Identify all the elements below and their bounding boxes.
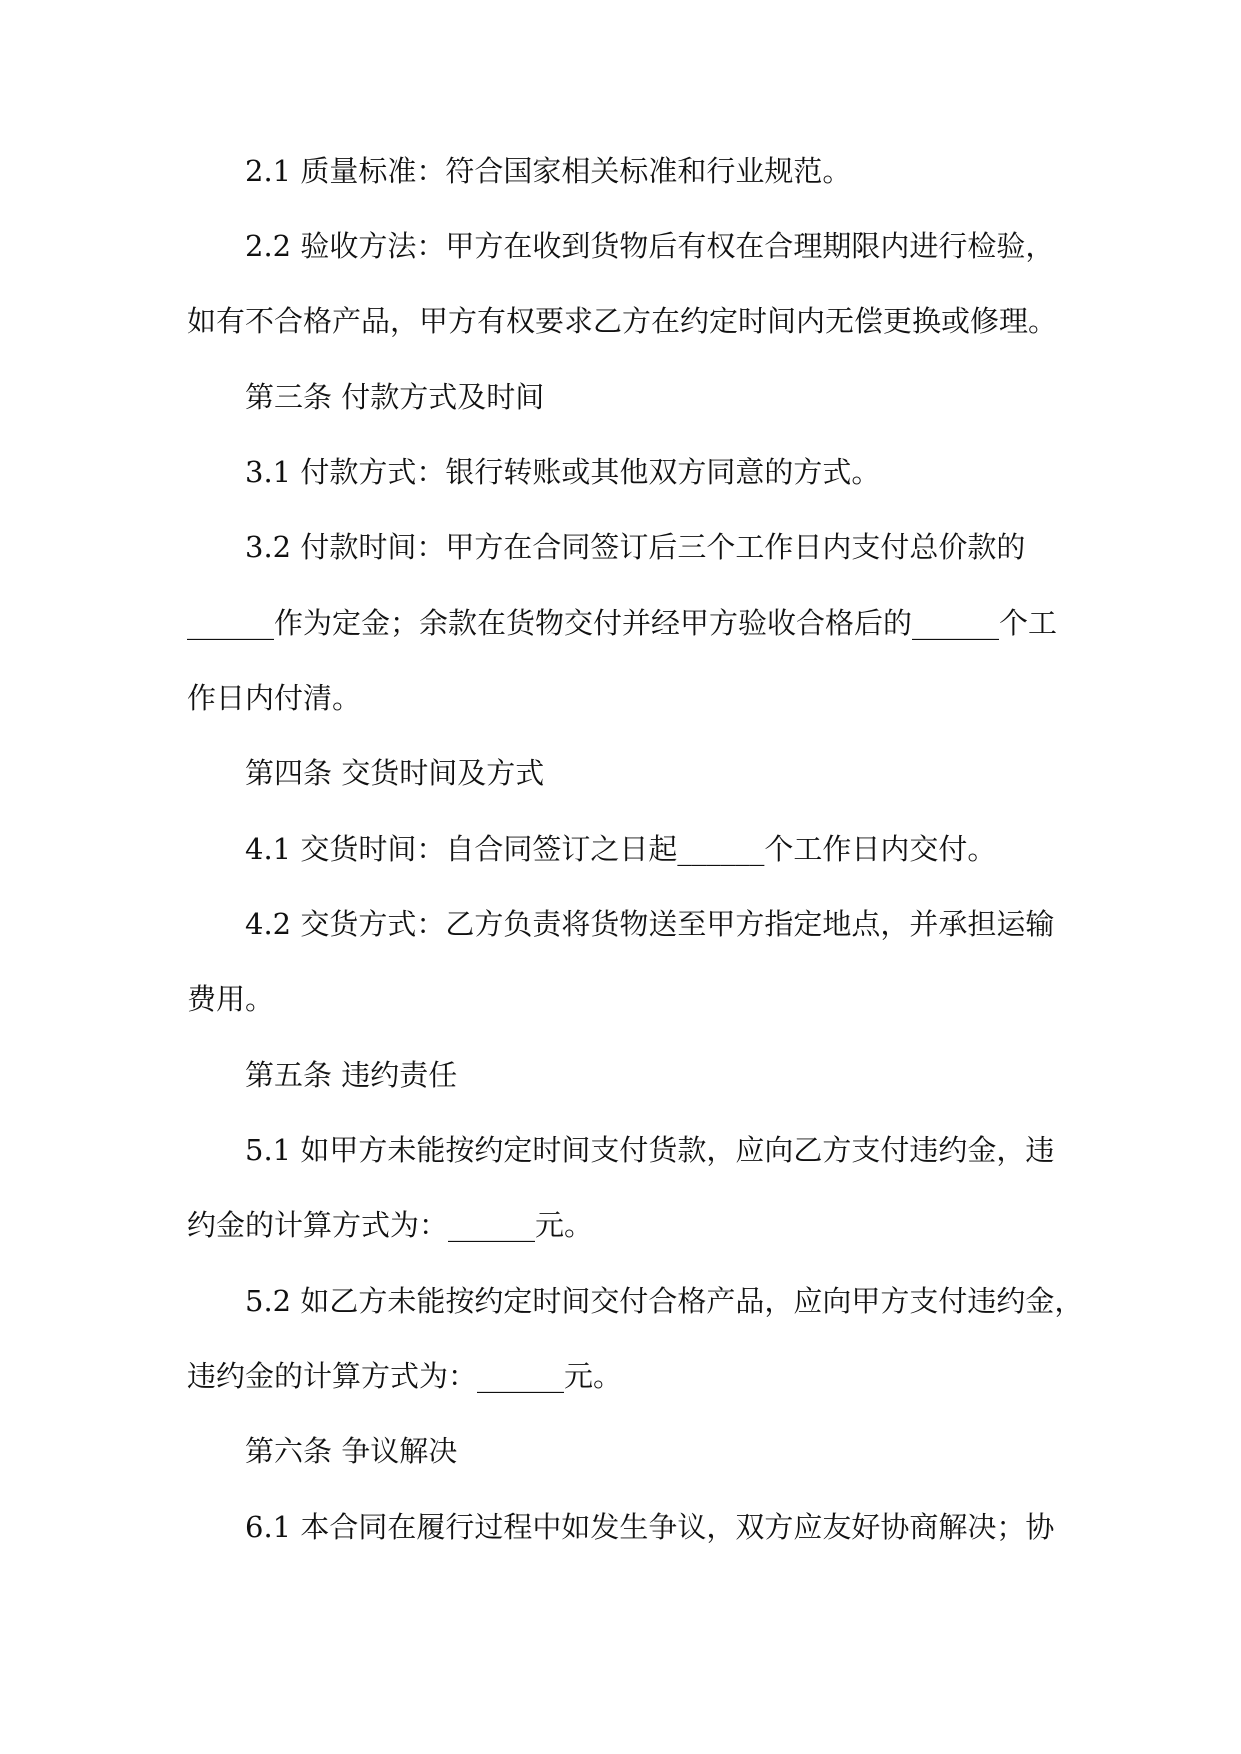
clause-4-2-line-1: 4.2 交货方式：乙方负责将货物送至甲方指定地点，并承担运输 [245, 907, 1055, 941]
clause-3-2-line-2: ______作为定金；余款在货物交付并经甲方验收合格后的______个工 [187, 606, 1058, 640]
clause-5-1-line-2: 约金的计算方式为：______元。 [187, 1208, 594, 1242]
clause-5-2-line-2: 违约金的计算方式为：______元。 [187, 1359, 623, 1393]
article-4-heading: 第四条 交货时间及方式 [245, 756, 545, 790]
clause-2-1: 2.1 质量标准：符合国家相关标准和行业规范。 [245, 154, 852, 188]
article-3-heading: 第三条 付款方式及时间 [245, 380, 545, 414]
clause-6-1-line-1: 6.1 本合同在履行过程中如发生争议，双方应友好协商解决；协 [245, 1510, 1055, 1544]
clause-2-2-line-1: 2.2 验收方法：甲方在收到货物后有权在合理期限内进行检验， [245, 229, 1055, 263]
clause-4-2-line-2: 费用。 [187, 982, 275, 1016]
clause-4-1: 4.1 交货时间：自合同签订之日起______个工作日内交付。 [245, 832, 997, 866]
clause-5-1-line-1: 5.1 如甲方未能按约定时间支付货款，应向乙方支付违约金，违 [245, 1133, 1055, 1167]
clause-3-2-line-1: 3.2 付款时间：甲方在合同签订后三个工作日内支付总价款的 [245, 530, 1026, 564]
clause-5-2-line-1: 5.2 如乙方未能按约定时间交付合格产品，应向甲方支付违约金， [245, 1284, 1084, 1318]
article-6-heading: 第六条 争议解决 [245, 1434, 458, 1468]
clause-2-2-line-2: 如有不合格产品，甲方有权要求乙方在约定时间内无偿更换或修理。 [187, 304, 1058, 338]
clause-3-1: 3.1 付款方式：银行转账或其他双方同意的方式。 [245, 455, 881, 489]
article-5-heading: 第五条 违约责任 [245, 1058, 458, 1092]
clause-3-2-line-3: 作日内付清。 [187, 681, 362, 715]
